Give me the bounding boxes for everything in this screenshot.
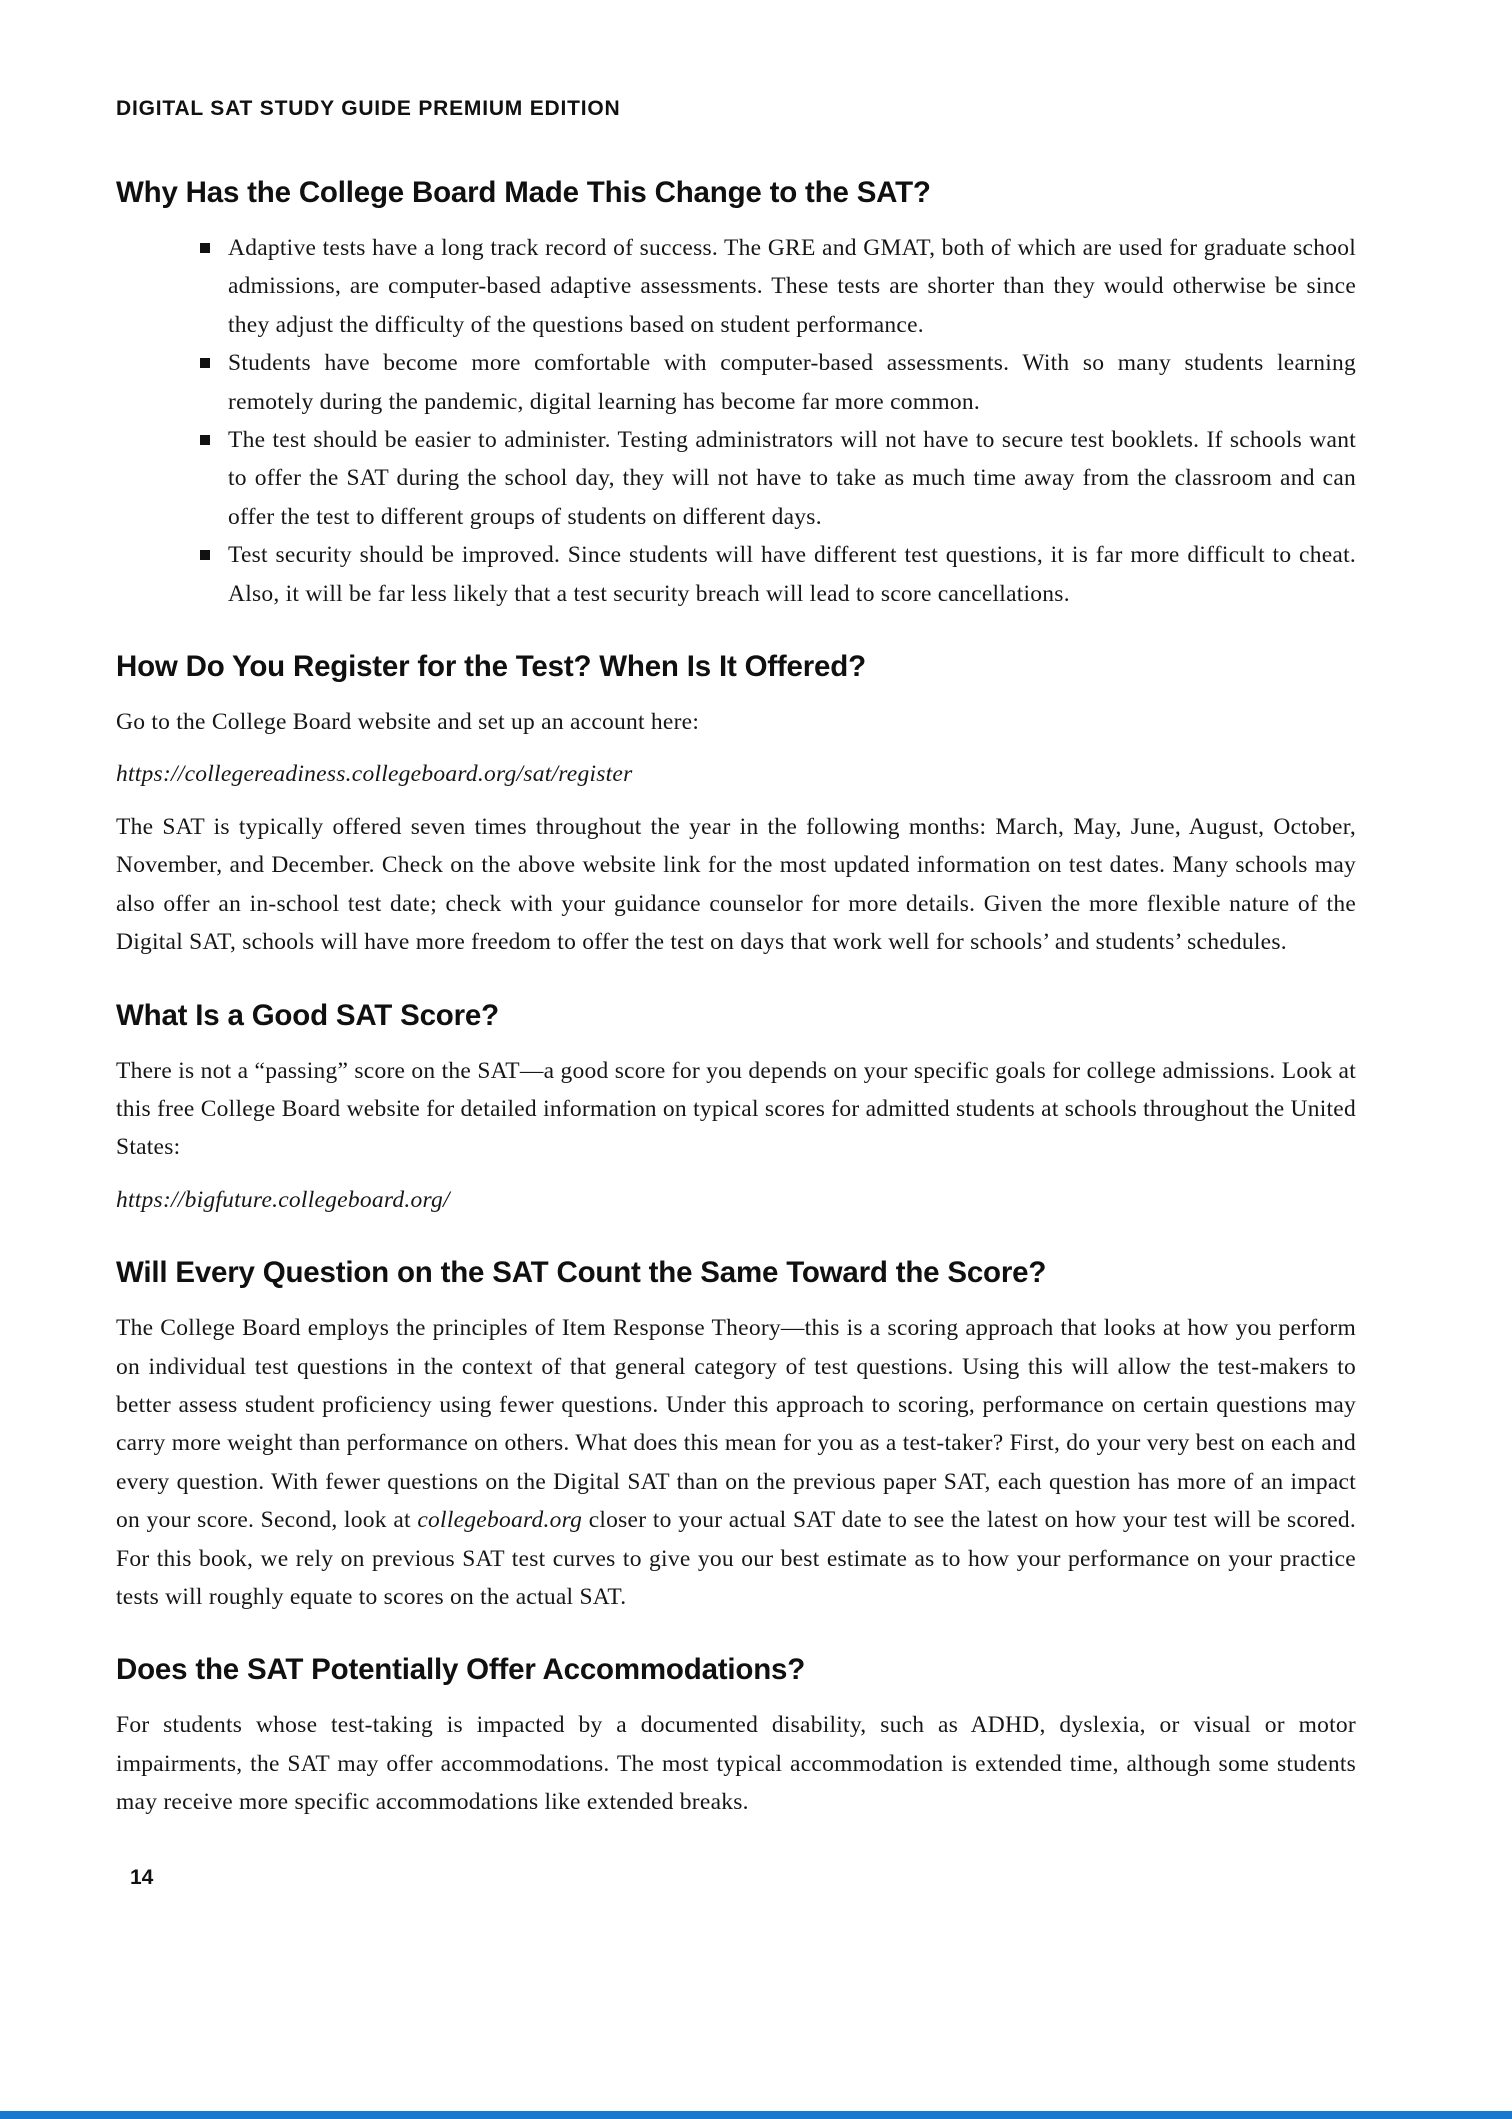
paragraph: For students whose test-taking is impacted by a documented disability, such as ADHD, dyslexia, or visual or motor impairments, the SAT may offer accommodations. The most typical accommodation is extended time, although some students may receive more specific accommodations like extended breaks. bbox=[116, 1712, 1356, 1816]
square-bullet-icon bbox=[200, 550, 210, 560]
paragraph: The SAT is typically offered seven times throughout the year in the following months: March, May, June, August, October, November, and December. Check on the above website link for the most updated information on test dates. Many schools may also offer an in-school test date; check with your guidance counselor for more details. Given the more flexible nature of the Digital SAT, schools will have more freedom to offer the test on days that work well for schools’ and students’ schedules. bbox=[116, 813, 1356, 956]
bullet-text: Students have become more comfortable with computer-based assessments. With so many students learning remotely during the pandemic, digital learning has become far more common. bbox=[228, 350, 1356, 415]
page-content bbox=[116, 0, 1356, 1890]
section-heading-question-count: Will Every Question on the SAT Count the Same Toward the Score? bbox=[116, 1256, 1047, 1290]
bullet-text: Test security should be improved. Since students will have different test questions, it is far more difficult to cheat. Also, it will be far less likely that a test security breach will lead to score cancellations. bbox=[228, 542, 1356, 607]
bottom-edge-bar bbox=[0, 2111, 1512, 2119]
paragraph-text: closer to your actual SAT date to see the latest on how your test will be scored. For this book, we rely on previous SAT test curves to give you our best estimate as to how your performance on your practice tests will roughly equate to scores on the actual SAT. bbox=[116, 1507, 1356, 1610]
section-heading-accommodations: Does the SAT Potentially Offer Accommodations? bbox=[116, 1653, 806, 1687]
paragraph bbox=[116, 1309, 1356, 1616]
section-heading-register: How Do You Register for the Test? When Is It Offered? bbox=[116, 650, 866, 684]
register-url: https://collegereadiness.collegeboard.org/sat/register bbox=[116, 761, 633, 788]
bullet-list bbox=[116, 229, 1356, 613]
bigfuture-url: https://bigfuture.collegeboard.org/ bbox=[116, 1186, 450, 1213]
running-header: DIGITAL SAT STUDY GUIDE PREMIUM EDITION bbox=[116, 97, 621, 120]
list-item bbox=[116, 344, 1356, 421]
section-heading-good-score: What Is a Good SAT Score? bbox=[116, 998, 499, 1032]
page-number: 14 bbox=[130, 1865, 154, 1889]
paragraph: There is not a “passing” score on the SAT—a good score for you depends on your specific goals for college admissions. Look at this free College Board website for detailed information on typical scores for admitted students at schools throughout the United States: bbox=[116, 1057, 1356, 1161]
list-item bbox=[116, 229, 1356, 344]
list-item bbox=[116, 421, 1356, 536]
square-bullet-icon bbox=[200, 358, 210, 368]
inline-italic-text: collegeboard.org bbox=[417, 1507, 583, 1534]
paragraph: Go to the College Board website and set up an account here: bbox=[116, 709, 700, 736]
section-heading-why-change: Why Has the College Board Made This Change to the SAT? bbox=[116, 176, 931, 209]
paragraph-text: The College Board employs the principles of Item Response Theory—this is a scoring approach that looks at how you perform on individual test questions in the context of that general category of test questions. Using this will allow the test-makers to better assess student proficiency using fewer questions. Under this approach to scoring, performance on certain questions may carry more weight than performance on others. What does this mean for you as a test-taker? First, do your very best on each and every question. With fewer questions on the Digital SAT than on the previous paper SAT, each question has more of an impact on your score. Second, look at bbox=[116, 1315, 1356, 1534]
bullet-text: Adaptive tests have a long track record of success. The GRE and GMAT, both of which are used for graduate school admissions, are computer-based adaptive assessments. These tests are shorter than they would otherwise be since they adjust the difficulty of the questions based on student performance. bbox=[228, 235, 1356, 338]
bullet-text: The test should be easier to administer. Testing administrators will not have to secure test booklets. If schools want to offer the SAT during the school day, they will not have to take as much time away from the classroom and can offer the test to different groups of students on different days. bbox=[228, 427, 1356, 530]
square-bullet-icon bbox=[200, 435, 210, 445]
list-item bbox=[116, 536, 1356, 613]
square-bullet-icon bbox=[200, 243, 210, 253]
